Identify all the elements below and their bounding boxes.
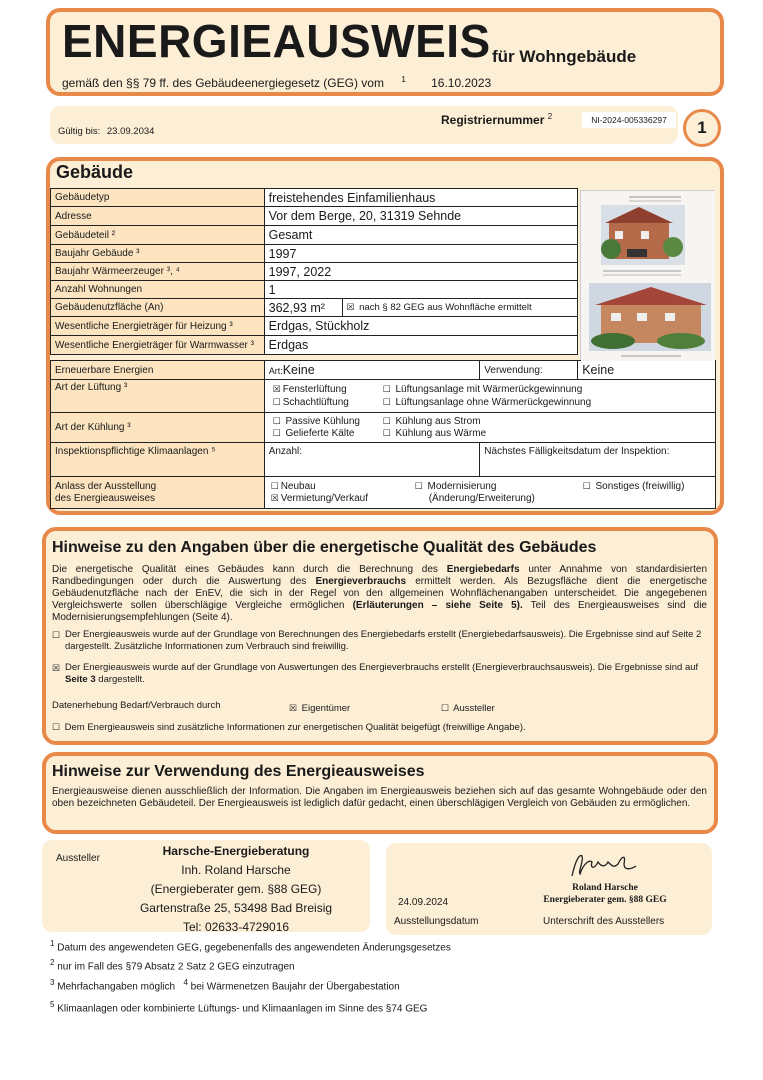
option-text: Sonstiges (freiwillig) (595, 481, 685, 492)
table-row (51, 380, 716, 413)
row-value: 1 (264, 281, 577, 299)
gebaeude-table (50, 188, 578, 355)
table-row (51, 413, 716, 443)
zusatz-info (52, 722, 526, 733)
gebaeude-table-lower (50, 360, 716, 509)
option-text: Modernisierung (427, 481, 497, 492)
para-bold: Energiebedarfs (446, 564, 520, 575)
para-text: ermittelt werden. Als Bezugsfläche dient die energetische Gebäudenutzfläche nach der EnEV, die sich in der Regel von den allgemeinen Wohnflächenangaben unterscheidet. Die angegebenen Vergleichswerte sollen überschlägige Vergleiche ermöglichen (52, 576, 708, 611)
art-value: Keine (282, 363, 315, 377)
valid-until (58, 126, 154, 137)
law-line (62, 75, 491, 90)
stamp-name: Roland Harsche (572, 883, 638, 893)
option-text-2: (Änderung/Erweiterung) (428, 493, 535, 504)
verwendung-label: Verwendung: (480, 361, 578, 380)
nutzflaeche-note-cell (342, 299, 577, 317)
aussteller-company: Harsche-Energieberatung (162, 844, 310, 858)
checkbox: ☐ (272, 416, 281, 426)
row-label: Art der Kühlung ³ (51, 413, 265, 443)
footnote-mark: 3 (50, 977, 55, 987)
row-label: Baujahr Gebäude ³ (51, 245, 265, 263)
checkbox: ☐ (441, 703, 450, 713)
anlass-label-1: Anlass der Ausstellung (55, 480, 157, 492)
row-value: freistehendes Einfamilienhaus (264, 189, 577, 207)
row-value: Gesamt (264, 226, 577, 245)
option-text: Lüftungsanlage mit Wärmerückgewinnung (395, 384, 583, 395)
table-row (51, 281, 578, 299)
row-label: Art der Lüftung ³ (51, 380, 265, 413)
footnote-mark: 1 (50, 939, 55, 948)
klima-anzahl: Anzahl: (264, 443, 480, 477)
anlass-vermietung (271, 492, 368, 505)
registration-footnote-mark: 2 (547, 112, 553, 121)
row-label: Adresse (51, 207, 265, 226)
option-text: Der Energieausweis wurde auf der Grundlage von Berechnungen des Energiebedarfs erstellt (Energiebedarfsausweis). Die Ergebnisse sind auf Seite 2 dargestellt. Zusätzliche Informationen zum Verbrauch sind freiwillig. (65, 629, 702, 652)
house-photo-image (581, 191, 715, 361)
row-value: Erdgas, Stückholz (264, 317, 577, 336)
datenerhebung-eigentuemer (289, 703, 350, 714)
aussteller-phone: Tel: 02633-4729016 (182, 920, 290, 934)
aussteller-details (126, 842, 346, 937)
anlass-modernisierung (415, 480, 535, 505)
row-label: Erneuerbare Energien (51, 361, 265, 380)
datenerhebung-label: Datenerhebung Bedarf/Verbrauch durch (52, 700, 221, 711)
footnote-text: bei Wärmenetzen Baujahr der Übergabestation (190, 980, 400, 992)
option-text: Kühlung aus Wärme (395, 428, 487, 439)
row-value: 1997 (264, 245, 577, 263)
option-text: Kühlung aus Strom (395, 416, 481, 427)
footnote-3-4 (50, 975, 451, 994)
row-label: Wesentliche Energieträger für Heizung ³ (51, 317, 265, 336)
table-row (51, 207, 578, 226)
aussteller-owner: Inh. Roland Harsche (181, 863, 291, 877)
row-label: Gebäudetyp (51, 189, 265, 207)
checkbox: ☐ (272, 428, 281, 438)
art-label: Art: (268, 366, 283, 376)
footnotes (50, 936, 451, 1016)
option-text: Eigentümer (301, 703, 351, 714)
checkbox-checked: ☒ (289, 703, 298, 713)
footnote-1 (50, 936, 451, 955)
law-date: 16.10.2023 (431, 76, 492, 90)
option-verbrauchsausweis (52, 662, 707, 686)
option-text-a: Der Energieausweis wurde auf der Grundlage von Auswertungen des Energieverbrauchs erstellt (Energieverbrauchsausweis). Die Ergebnisse sind auf (65, 662, 699, 673)
anlass-label-2: des Energieausweises (55, 492, 156, 504)
table-row (51, 263, 578, 281)
hinweise-usage-heading: Hinweise zur Verwendung des Energieausweises (52, 763, 425, 780)
anlass-label (51, 477, 265, 509)
lueftung-option-4 (383, 396, 591, 409)
table-row (51, 226, 578, 245)
option-text-bold: Seite 3 (65, 674, 96, 685)
aussteller-label: Aussteller (56, 853, 100, 864)
footnote-mark: 5 (50, 999, 55, 1009)
checkbox: ☐ (382, 384, 391, 394)
anlass-options (264, 477, 715, 509)
datenerhebung-aussteller (441, 703, 495, 714)
lueftung-option-2 (383, 383, 583, 396)
table-row (51, 336, 578, 355)
checkbox: ☐ (414, 481, 423, 491)
para-bold: Energieverbrauchs (315, 576, 407, 587)
issue-date: 24.09.2024 (398, 897, 449, 908)
row-value: Vor dem Berge, 20, 31319 Sehnde (264, 207, 577, 226)
checkbox: ☐ (582, 481, 591, 491)
checkbox-checked: ☒ (346, 302, 355, 312)
para-text: Teil des Energieausweises sind die Modernisierungsempfehlungen (Seite 4). (52, 600, 707, 623)
option-text: Schachtlüftung (282, 397, 349, 408)
document-title-suffix: für Wohngebäude (492, 47, 637, 66)
nutzflaeche-note: nach § 82 GEG aus Wohnfläche ermittelt (359, 302, 532, 313)
table-row (51, 245, 578, 263)
checkbox: ☐ (52, 630, 61, 640)
footnote-text: Mehrfachangaben möglich (57, 980, 176, 992)
footnote-mark: 2 (50, 958, 55, 968)
stamp-role: Energieberater gem. §88 GEG (543, 895, 667, 905)
row-label: Baujahr Wärmeerzeuger ³, ⁴ (51, 263, 265, 281)
option-text: Vermietung/Verkauf (280, 493, 368, 504)
para-text: unter Annahme von standardisierten Randbedingungen oder durch die Auswertung des (52, 564, 708, 587)
kuehlung-options (264, 413, 715, 443)
law-footnote-mark: 1 (401, 75, 406, 84)
hinweise-quality-heading: Hinweise zu den Angaben über die energetische Qualität des Gebäudes (52, 539, 597, 556)
page-number-circle (683, 109, 721, 147)
para-bold: (Erläuterungen – siehe Seite 5). (352, 600, 523, 611)
registration-number: NI-2024-005336297 (582, 112, 676, 128)
footnote-text: Klimaanlagen oder kombinierte Lüftungs- und Klimaanlagen im Sinne des §74 GEG (57, 1003, 428, 1015)
registration-label (441, 112, 552, 127)
option-text: Lüftungsanlage ohne Wärmerückgewinnung (395, 397, 592, 408)
row-value: 362,93 m² (264, 299, 342, 317)
checkbox-checked: ☒ (272, 384, 281, 394)
erneuerbar-art (264, 361, 480, 380)
kuehlung-option-4 (383, 427, 486, 440)
row-value: 1997, 2022 (264, 263, 577, 281)
option-text (65, 662, 707, 686)
row-label: Inspektionspflichtige Klimaanlagen ⁵ (51, 443, 265, 477)
valid-until-date: 23.09.2034 (106, 126, 155, 137)
footnote-2 (50, 955, 451, 974)
valid-until-label: Gültig bis: (58, 126, 101, 137)
aussteller-street: Gartenstraße 25, 53498 Bad Breisig (139, 901, 333, 915)
building-photo (580, 190, 714, 360)
signature-icon (568, 848, 640, 884)
lueftung-options (264, 380, 715, 413)
option-text: Passive Kühlung (285, 416, 360, 427)
checkbox: ☐ (382, 397, 391, 407)
footnote-mark: 4 (183, 977, 188, 987)
checkbox: ☐ (382, 416, 391, 426)
option-bedarfsausweis (52, 629, 707, 653)
footnote-text: nur im Fall des §79 Absatz 2 Satz 2 GEG einzutragen (57, 961, 295, 973)
registration-label-text: Registriernummer (441, 113, 545, 127)
issue-date-label: Ausstellungsdatum (394, 916, 479, 927)
row-label: Anzahl Wohnungen (51, 281, 265, 299)
lueftung-option-1 (273, 383, 347, 396)
table-row (51, 361, 716, 380)
row-label: Gebäudeteil ² (51, 226, 265, 245)
row-value: Erdgas (264, 336, 577, 355)
option-text-c: dargestellt. (98, 674, 145, 685)
option-text: Gelieferte Kälte (285, 428, 355, 439)
anlass-sonstiges (583, 480, 685, 493)
klima-faellig: Nächstes Fälligkeitsdatum der Inspektion: (480, 443, 716, 477)
hinweise-usage-text: Energieausweise dienen ausschließlich der Information. Die Angaben im Energieausweis beziehen sich auf das gesamte Wohngebäude oder den oben bezeichneten Gebäudeteil. Der Energieausweis ist lediglich dafür gedacht, einen überschlägigen Vergleich von Gebäuden zu ermöglichen. (52, 786, 707, 809)
gebaeude-heading: Gebäude (56, 162, 134, 182)
table-row (51, 477, 716, 509)
table-row (51, 189, 578, 207)
table-row (51, 299, 578, 317)
lueftung-option-3 (273, 396, 349, 409)
checkbox-checked: ☒ (270, 493, 279, 503)
document-title: ENERGIEAUSWEIS (62, 15, 491, 67)
option-text: Aussteller (453, 703, 495, 714)
option-text: Neubau (280, 481, 316, 492)
checkbox: ☐ (272, 397, 281, 407)
checkbox-checked: ☒ (52, 663, 61, 673)
footnote-5 (50, 997, 451, 1016)
kuehlung-option-3 (273, 427, 355, 440)
checkbox: ☐ (270, 481, 279, 491)
checkbox: ☐ (382, 428, 391, 438)
row-label: Wesentliche Energieträger für Warmwasser ³ (51, 336, 265, 355)
para-text: Die energetische Qualität eines Gebäudes kann durch die Berechnung des (52, 564, 438, 575)
table-row (51, 317, 578, 336)
verwendung-value: Keine (578, 361, 716, 380)
checkbox: ☐ (52, 722, 61, 732)
option-text: Dem Energieausweis sind zusätzliche Informationen zur energetischen Qualität beigefügt (freiwillige Angabe). (64, 722, 526, 733)
hinweise-quality-text (52, 564, 707, 624)
option-text: Fensterlüftung (282, 384, 347, 395)
row-label: Gebäudenutzfläche (An) (51, 299, 265, 317)
table-row (51, 443, 716, 477)
law-text: gemäß den §§ 79 ff. des Gebäudeenergiegesetz (GEG) vom (62, 76, 384, 90)
aussteller-role: (Energieberater gem. §88 GEG) (150, 882, 322, 896)
signature-stamp (520, 882, 690, 906)
page-number: 1 (697, 118, 707, 137)
footnote-text: Datum des angewendeten GEG, gegebenenfalls des angewendeten Änderungsgesetzes (57, 942, 451, 954)
signature-label: Unterschrift des Ausstellers (543, 916, 665, 927)
